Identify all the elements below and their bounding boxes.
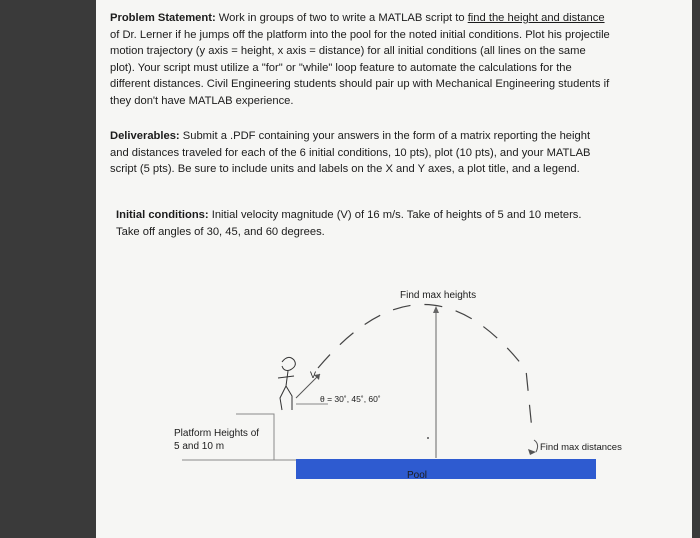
pool-label: Pool: [407, 470, 428, 481]
platform-label-2: 5 and 10 m: [174, 441, 225, 452]
find-max-heights-label: Find max heights: [400, 290, 477, 301]
trajectory-dashed: [318, 304, 532, 430]
stick-figure: [278, 357, 295, 410]
find-max-distances-label: Find max distances: [540, 442, 622, 453]
velocity-label: V: [310, 370, 317, 380]
problem-underlined: find the height and distance: [467, 12, 605, 24]
document-page: [96, 0, 692, 538]
pool-rect: [296, 459, 596, 479]
deliverables-text: Submit a .PDF containing your answers in the form of a matrix reporting the height and distances traveled for each of the 6 initial conditions, 10 pts), plot (10 pts), and your MATLAB script (5 pts). Be sure to include units and labels on the X and Y axes, a plot title, and a legend.: [110, 130, 591, 176]
initial-label: Initial conditions:: [116, 209, 209, 221]
max-distance-arrow: [528, 449, 536, 455]
platform-label-1: Platform Heights of: [174, 428, 260, 439]
projectile-diagram: [96, 0, 692, 538]
problem-text-2: of Dr. Lerner if he jumps off the platform into the pool for the noted initial conditions. Plot his projectile motion trajectory (y axis = height, x axis = distance) for all initial conditions (all lines on the same plot). Your script must utilize a "for" or "while" loop feature to automate the calculations for the different distances. Civil Engineering students should pair up with Mechanical Engineering students if they don't have MATLAB experience.: [110, 28, 610, 107]
problem-text-1: Work in groups of two to write a MATLAB script to: [215, 12, 468, 24]
deliverables-label: Deliverables:: [110, 130, 180, 142]
velocity-arrow: [296, 374, 320, 398]
problem-label: Problem Statement:: [110, 12, 216, 24]
initial-text: Initial velocity magnitude (V) of 16 m/s. Take of heights of 5 and 10 meters. Take off angles of 30, 45, and 60 degrees.: [116, 209, 582, 238]
angle-label: θ = 30˚, 45˚, 60˚: [320, 394, 381, 404]
